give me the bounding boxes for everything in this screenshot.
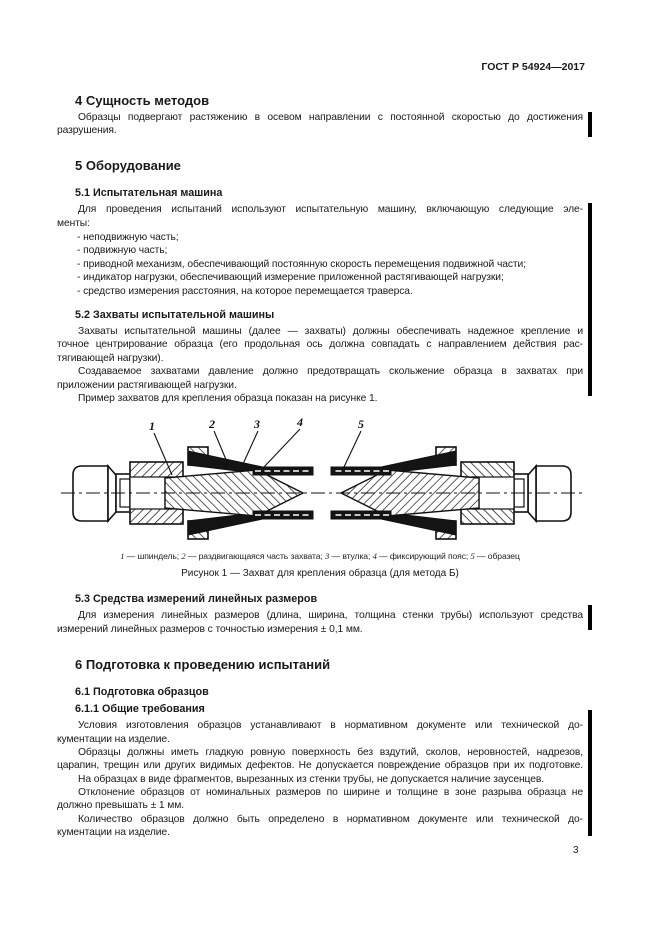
paragraph-line: Захваты испытательной машины (далее — захваты) должны обеспечивать надежное крепление и xyxy=(78,326,583,338)
part-number-5: 5 xyxy=(358,417,364,432)
paragraph-line: Условия изготовления образцов устанавливают в нормативном документе или технической до- xyxy=(78,720,583,732)
part-number-1: 1 xyxy=(149,419,155,434)
legend-part-text: — фиксирующий пояс; xyxy=(376,551,471,562)
legend-part-number: 4 xyxy=(372,551,377,562)
section-heading: 6.1.1 Общие требования xyxy=(75,703,205,716)
paragraph-line: Отклонение образцов от номинальных размеров по ширине и толщине в зоне разрыва образца не xyxy=(78,787,583,799)
list-item: - приводной механизм, обеспечивающий постоянную скорость перемещения подвижной части; xyxy=(77,258,526,270)
document-body xyxy=(57,0,583,840)
list-item: - средство измерения расстояния, на которое перемещается траверса. xyxy=(77,285,413,297)
paragraph-line: кументации на изделие. xyxy=(57,733,170,745)
paragraph-line: царапин, трещин или других видимых дефектов. Не допускается повреждение образцов при их подготовке. xyxy=(57,760,583,772)
legend-part-text: — образец xyxy=(474,551,520,562)
change-bar xyxy=(588,112,592,137)
paragraph xyxy=(57,392,583,405)
part-number-2: 2 xyxy=(209,417,215,432)
section-heading: 5.3 Средства измерений линейных размеров xyxy=(75,593,318,606)
paragraph-line: измерений линейных размеров с точностью измерения ± 0,1 мм. xyxy=(57,623,363,635)
paragraph xyxy=(57,111,583,138)
legend-part-number: 1 xyxy=(120,551,125,562)
change-bar xyxy=(588,710,592,836)
legend-part-text: — раздвигающаяся часть захвата; xyxy=(185,551,326,562)
paragraph-line: приложении растягивающей нагрузки. xyxy=(57,379,237,391)
paragraph-line: Количество образцов должно быть определено в нормативном документе или технической до- xyxy=(78,813,583,825)
paragraph-line: Для измерения линейных размеров (длина, ширина, толщина стенки трубы) используют средства xyxy=(78,610,583,622)
paragraph xyxy=(57,365,583,392)
legend-part-text: — втулка; xyxy=(329,551,373,562)
paragraph xyxy=(57,719,583,746)
grip-technical-drawing xyxy=(57,417,587,549)
list-item: - индикатор нагрузки, обеспечивающий измерение приложенной растягивающей нагрузки; xyxy=(77,272,504,284)
paragraph-line: На образцах в виде фрагментов, вырезанных из стенки трубы, не допускается наличие заусенцев. xyxy=(78,773,544,785)
paragraph-line: Создаваемое захватами давление должно предотвращать скольжение образца в захватах при xyxy=(78,366,583,378)
change-bar xyxy=(588,605,592,630)
figure-1 xyxy=(57,417,583,580)
part-number-3: 3 xyxy=(254,417,260,432)
change-bar xyxy=(588,203,592,396)
paragraph-line: тягивающей нагрузки). xyxy=(57,352,164,364)
paragraph-line: менты: xyxy=(57,217,90,229)
page-number: 3 xyxy=(573,845,579,856)
section-heading: 4 Сущность методов xyxy=(75,93,210,108)
list-item: - подвижную часть; xyxy=(77,245,168,257)
paragraph-line: точное центрирование образца (его продольная ось должна совпадать с направлением действия рас- xyxy=(57,339,583,351)
legend-part-number: 3 xyxy=(325,551,330,562)
section-heading: 5 Оборудование xyxy=(75,158,181,174)
paragraph xyxy=(57,203,583,230)
paragraph xyxy=(57,325,583,365)
legend-part-text: — шпиндель; xyxy=(124,551,182,562)
spindle-cone xyxy=(165,470,303,516)
paragraph-line: Пример захватов для крепления образца показан на рисунке 1. xyxy=(78,392,378,404)
part-number-4: 4 xyxy=(297,417,303,430)
paragraph xyxy=(57,609,583,636)
legend-part-number: 5 xyxy=(470,551,475,562)
standard-reference: ГОСТ Р 54924—2017 xyxy=(481,61,585,73)
section-heading: 5.1 Испытательная машина xyxy=(75,187,223,200)
paragraph xyxy=(57,786,583,813)
legend-part-number: 2 xyxy=(181,551,186,562)
section-heading: 6.1 Подготовка образцов xyxy=(75,685,209,698)
section-heading: 6 Подготовка к проведению испытаний xyxy=(75,656,331,672)
figure-legend xyxy=(57,551,583,562)
list-item: - неподвижную часть; xyxy=(77,232,179,244)
paragraph-line: Для проведения испытаний используют испытательную машину, включающую следующие эле- xyxy=(78,204,583,216)
paragraph-line: Образцы должны иметь гладкую ровную поверхность без вздутий, сколов, неровностей, надрезов, xyxy=(78,746,583,758)
paragraph-line: кументации на изделие. xyxy=(57,827,170,839)
dash-list xyxy=(57,231,583,298)
paragraph-line: разрушения. xyxy=(57,125,117,137)
paragraph xyxy=(57,773,583,786)
section-heading: 5.2 Захваты испытательной машины xyxy=(75,309,275,322)
paragraph-line: Образцы подвергают растяжению в осевом направлении с постоянной скоростью до достижения xyxy=(78,112,583,123)
figure-caption: Рисунок 1 — Захват для крепления образца (для метода Б) xyxy=(181,568,459,580)
paragraph xyxy=(57,813,583,840)
paragraph-line: должно превышать ± 1 мм. xyxy=(57,800,184,812)
paragraph xyxy=(57,746,583,773)
